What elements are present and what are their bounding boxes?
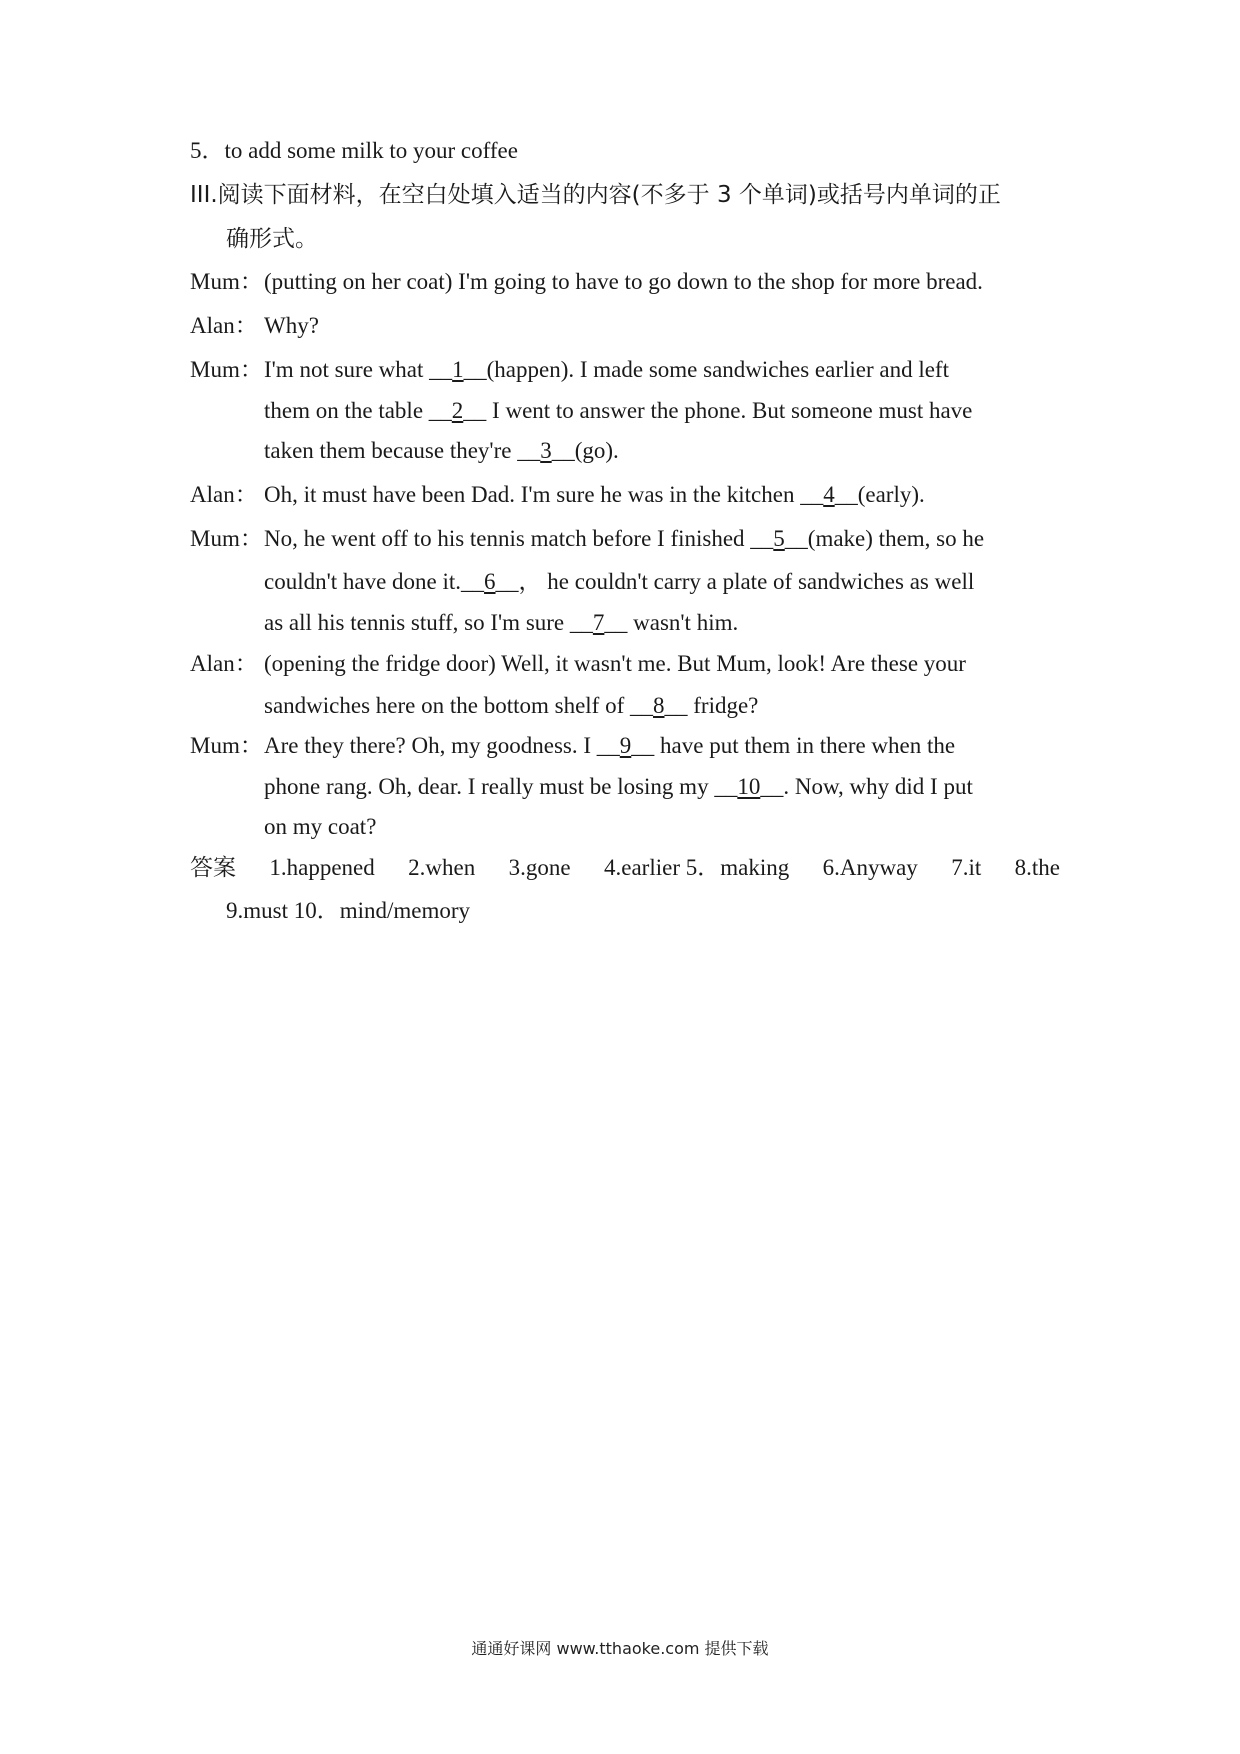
dialogue-line-mum-4 — [190, 731, 1060, 761]
answer-item: 6.Anyway — [822, 855, 918, 880]
text-segment: Oh, it must have been Dad. I'm sure he was in the kitchen __ — [264, 482, 824, 507]
speaker-label: Alan： — [190, 651, 258, 676]
text-segment: on my coat? — [264, 814, 377, 839]
answer-key — [190, 853, 1060, 883]
answer-item: 7.it — [951, 855, 982, 880]
page-footer: 通通好课网 www.tthaoke.com 提供下载 — [471, 1639, 769, 1658]
item-5: 5．to add some milk to your coffee — [190, 138, 518, 163]
blank-4: 4 — [823, 482, 835, 507]
dialogue-line-mum-2 — [190, 355, 1060, 385]
text-segment: __ fridge? — [664, 693, 759, 718]
utterance: Why? — [264, 313, 319, 338]
answer-key-line2: 9.must 10．mind/memory — [226, 898, 471, 923]
dialogue-continuation — [264, 608, 1060, 638]
blank-3: 3 — [540, 438, 552, 463]
dialogue-continuation — [264, 567, 1060, 597]
text-segment: __ wasn't him. — [604, 610, 739, 635]
answer-item: 1.happened — [269, 855, 375, 880]
text-segment: No, he went off to his tennis match before I finished __ — [264, 526, 774, 551]
dialogue-line-alan-3 — [190, 649, 1060, 679]
answer-label: 答案 — [190, 855, 236, 881]
dialogue-line-alan-1 — [190, 311, 1060, 341]
dialogue-continuation — [264, 772, 1060, 802]
text-segment: __ have put them in there when the — [631, 733, 956, 758]
blank-6: 6 — [484, 569, 496, 594]
text-segment: taken them because they're __ — [264, 438, 541, 463]
utterance: (putting on her coat) I'm going to have to go down to the shop for more bread. — [264, 269, 983, 294]
text-segment: I'm not sure what __ — [264, 357, 453, 382]
speaker-label: Mum： — [190, 269, 263, 294]
text-segment: __ I went to answer the phone. But someone must have — [463, 398, 973, 423]
text-segment: __(early). — [834, 482, 925, 507]
text-segment: __. Now, why did I put — [760, 774, 973, 799]
blank-8: 8 — [653, 693, 665, 718]
text-segment: phone rang. Oh, dear. I really must be losing my __ — [264, 774, 738, 799]
dialogue-continuation — [264, 436, 1060, 466]
answer-item: 8.the — [1014, 855, 1060, 880]
answer-item: 4.earlier 5．making — [604, 855, 790, 880]
blank-10: 10 — [737, 774, 761, 799]
blank-7: 7 — [592, 610, 605, 635]
text-segment: Are they there? Oh, my goodness. I __ — [264, 733, 620, 758]
text-segment: them on the table __ — [264, 398, 452, 423]
dialogue-continuation — [264, 812, 1060, 842]
blank-1: 1 — [452, 357, 464, 382]
dialogue-line-mum-3 — [190, 524, 1060, 554]
dialogue-line-mum-1 — [190, 267, 1060, 297]
dialogue-line-alan-2 — [190, 480, 1060, 510]
blank-2: 2 — [451, 398, 464, 423]
text-segment: __(happen). I made some sandwiches earlier and left — [463, 357, 949, 382]
dialogue-continuation — [264, 396, 1060, 426]
text-segment: __(go). — [551, 438, 619, 463]
text-segment: as all his tennis stuff, so I'm sure __ — [264, 610, 593, 635]
answer-item: 2.when — [408, 855, 476, 880]
speaker-label: Mum： — [190, 526, 263, 551]
speaker-label: Alan： — [190, 313, 258, 338]
speaker-label: Mum： — [190, 357, 263, 382]
blank-9: 9 — [619, 733, 632, 758]
speaker-label: Alan： — [190, 482, 258, 507]
section-heading-line1: III.阅读下面材料，在空白处填入适当的内容(不多于 3 个单词)或括号内单词的正 — [190, 182, 1001, 208]
text-segment: __(make) them, so he — [784, 526, 985, 551]
speaker-label: Mum： — [190, 733, 263, 758]
dialogue-continuation — [264, 691, 1060, 721]
text-segment: __， he couldn't carry a plate of sandwiches as well — [495, 569, 975, 594]
blank-5: 5 — [773, 526, 785, 551]
text-segment: (opening the fridge door) Well, it wasn't me. But Mum, look! Are these your — [264, 651, 966, 676]
answer-item: 3.gone — [508, 855, 571, 880]
text-segment: couldn't have done it.__ — [264, 569, 485, 594]
text-segment: sandwiches here on the bottom shelf of __ — [264, 693, 653, 718]
section-heading-line2: 确形式。 — [226, 226, 318, 252]
